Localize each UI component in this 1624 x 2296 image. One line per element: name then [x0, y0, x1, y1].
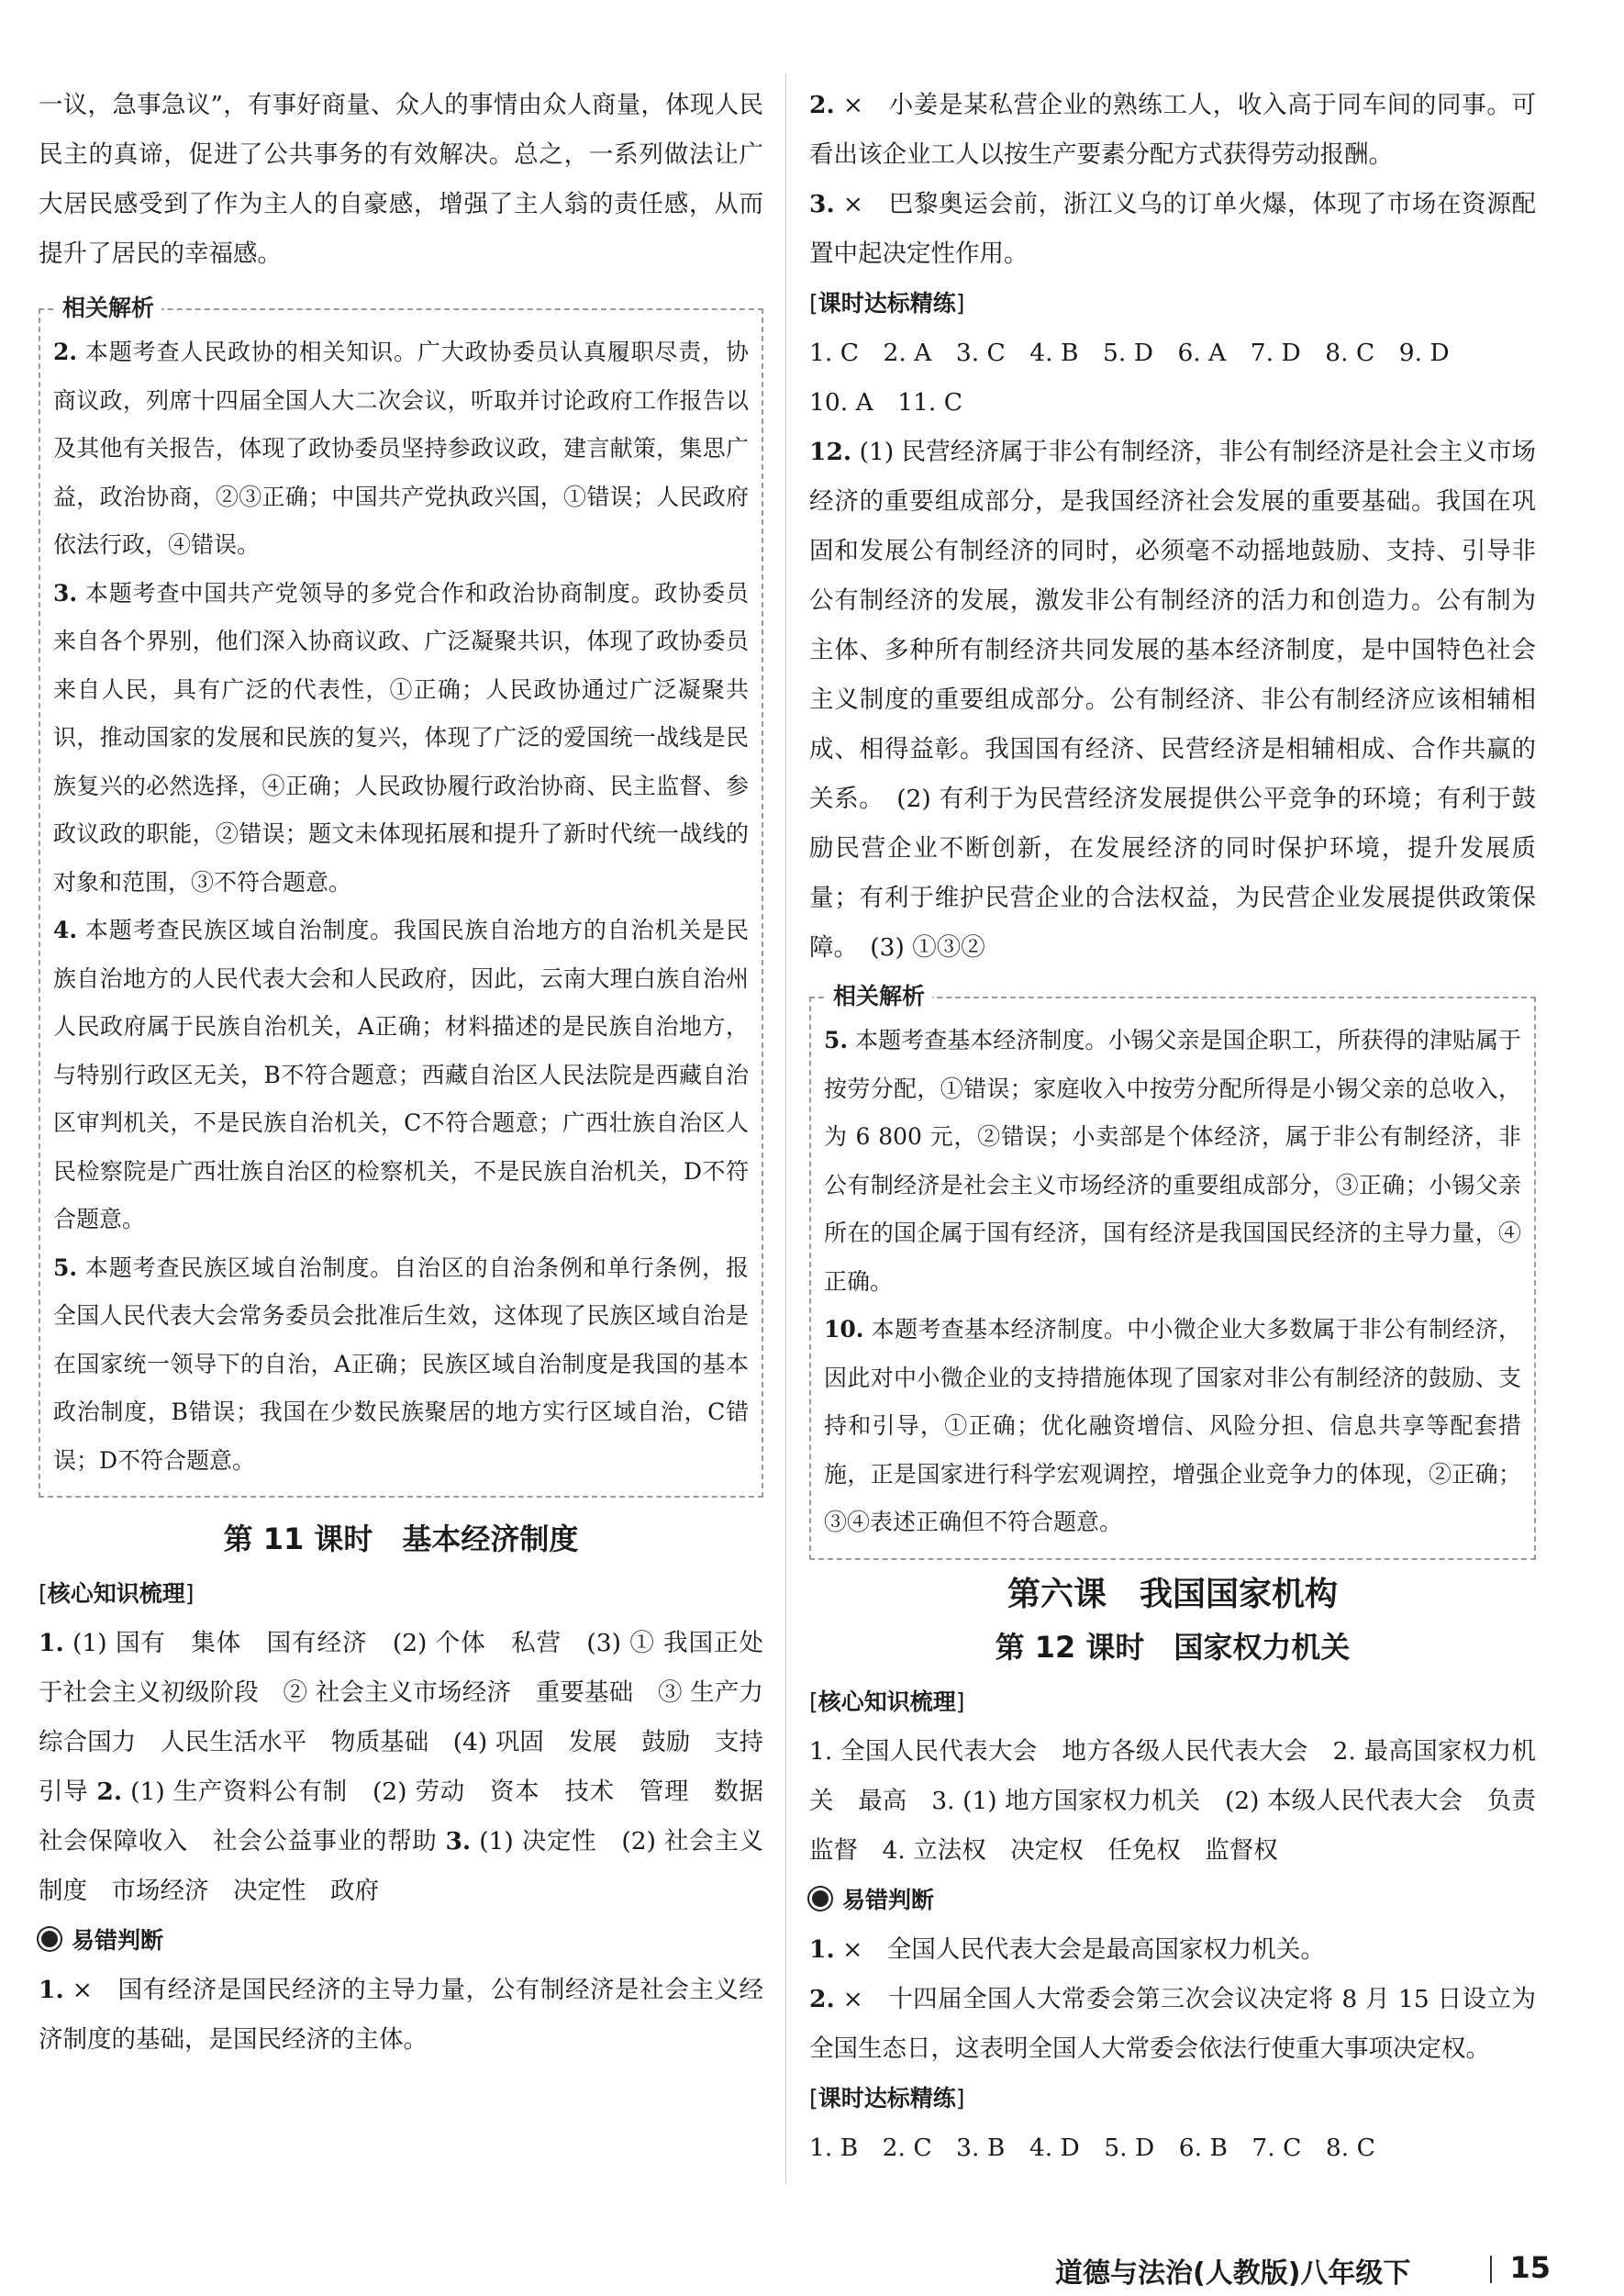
- page-number: 15: [1509, 2250, 1551, 2285]
- mistake-judgement-label: 易错判断: [39, 1916, 763, 1966]
- analysis-box-title: 相关解析: [826, 982, 932, 1011]
- mistake-item: 1. × 国有经济是国民经济的主导力量，公有制经济是社会主义经济制度的基础，是国民经济的主体。: [39, 1976, 763, 2054]
- core-knowledge-label: [核心知识梳理]: [39, 1580, 195, 1607]
- analysis-item: 2. 本题考查人民政协的相关知识。广大政协委员认真履职尽责，协商议政，列席十四届全国人大二次会议，听取并讨论政府工作报告以及其他有关报告，体现了政协委员坚持参政议政，建言献策，集思广益，政治协商，②③正确；中国共产党执政兴国，①错误；人民政府依法行政，④错误。: [53, 339, 749, 558]
- practice-label: [课时达标精练]: [809, 290, 965, 317]
- question-12-answer: 12. (1) 民营经济属于非公有制经济，非公有制经济是社会主义市场经济的重要组成部分，是我国经济社会发展的重要基础。我国在巩固和发展公有制经济的同时，必须毫不动摇地鼓励、支持、引导非公有制经济的发展，激发非公有制经济的活力和创造力。公有制为主体、多种所有制经济共同发展的基本经济制度，是中国特色社会主义制度的重要组成部分。公有制经济、非公有制经济应该相辅相成、相得益彰。我国国有经济、民营经济是相辅相成、合作共赢的关系。 (2) 有利于为民营经济发展提供公平竞争的环境；有利于鼓励民营企业不断创新，在发展经济的同时保护环境，提升发展质量；有利于维护民营企业的合法权益，为民营企业发展提供政策保障。 (3) ①③②: [809, 438, 1536, 962]
- lesson-12-title: 第 12 课时 国家权力机关: [995, 1629, 1351, 1665]
- footer-separator: [1490, 2256, 1492, 2283]
- lesson-11-title: 第 11 课时 基本经济制度: [223, 1521, 579, 1556]
- analysis-item: 10. 本题考查基本经济制度。中小微企业大多数属于非公有制经济，因此对中小微企业的支持措施体现了国家对非公有制经济的鼓励、支持和引导，①正确；优化融资增信、风险分担、信息共享等配套措施，正是国家进行科学宏观调控，增强企业竞争力的体现，②正确；③④表述正确但不符合题意。: [824, 1316, 1521, 1535]
- page-footer: [1055, 2250, 1587, 2290]
- bullet-icon: [809, 1888, 831, 1910]
- right-column: [809, 81, 1561, 2173]
- book-title: 道德与法治(人教版)八年级下: [1055, 2257, 1411, 2290]
- analysis-item: 5. 本题考查基本经济制度。小锡父亲是国企职工，所获得的津贴属于按劳分配，①错误；家庭收入中按劳分配所得是小锡父亲的总收入，为 6 800 元，②错误；小卖部是个体经济，属于非公有制经济，非公有制经济是社会主义市场经济的重要组成部分，③正确；小锡父亲所在的国企属于国有经济，国有经济是我国国民经济的主导力量，④正确。: [824, 1027, 1521, 1295]
- core-knowledge-12: 1. 全国人民代表大会 地方各级人民代表大会 2. 最高国家权力机关 最高 3. (1) 地方国家权力机关 (2) 本级人民代表大会 负责 监督 4. 立法权 决定权 任免权 监督权: [809, 1736, 1561, 1865]
- analysis-item: 5. 本题考查民族区域自治制度。自治区的自治条例和单行条例，报全国人民代表大会常务委员会批准后生效，这体现了民族区域自治是在国家统一领导下的自治，A正确；民族区域自治制度是我国的基本政治制度，B错误；我国在少数民族聚居的地方实行区域自治，C错误；D不符合题意。: [53, 1254, 749, 1474]
- practice-label: [课时达标精练]: [809, 2084, 965, 2112]
- mistake-judgement-label: 易错判断: [809, 1876, 1536, 1925]
- core-knowledge-label: [核心知识梳理]: [809, 1688, 965, 1715]
- answer-key-line: 1. C 2. A 3. C 4. B 5. D 6. A 7. D 8. C 9. D: [809, 339, 1450, 367]
- answer-key-line: 10. A 11. C: [809, 388, 963, 417]
- left-column: [39, 81, 788, 2065]
- analysis-item: 4. 本题考查民族区域自治制度。我国民族自治地方的自治机关是民族自治地方的人民代表大会和人民政府，因此，云南大理白族自治州人民政府属于民族自治机关，A正确；材料描述的是民族自治地方，与特别行政区无关，B不符合题意；西藏自治区人民法院是西藏自治区审判机关，不是民族自治机关，C不符合题意；广西壮族自治区人民检察院是广西壮族自治区的检察机关，不是民族自治机关，D不符合题意。: [53, 917, 749, 1232]
- mistake-item: 2. × 十四届全国人大常委会第三次会议决定将 8 月 15 日设立为全国生态日，这表明全国人大常委会依法行使重大事项决定权。: [809, 1984, 1536, 2063]
- analysis-box-right: [809, 983, 1536, 1560]
- mistake-item: 2. × 小姜是某私营企业的熟练工人，收入高于同车间的同事。可看出该企业工人以按生产要素分配方式获得劳动报酬。: [809, 91, 1536, 169]
- mistake-item: 1. × 全国人民代表大会是最高国家权力机关。: [809, 1934, 1325, 1964]
- analysis-item: 3. 本题考查中国共产党领导的多党合作和政治协商制度。政协委员来自各个界别，他们深入协商议政、广泛凝聚共识，体现了政协委员来自人民，具有广泛的代表性，①正确；人民政协通过广泛凝聚共识，推动国家的发展和民族的复兴，体现了广泛的爱国统一战线是民族复兴的必然选择，④正确；人民政协履行政治协商、民主监督、参政议政的职能，②错误；题文未体现拓展和提升了新时代统一战线的对象和范围，③不符合题意。: [53, 579, 749, 896]
- mistake-item: 3. × 巴黎奥运会前，浙江义乌的订单火爆，体现了市场在资源配置中起决定性作用。: [809, 190, 1536, 268]
- answer-key-line: 1. B 2. C 3. B 4. D 5. D 6. B 7. C 8. C: [809, 2133, 1375, 2162]
- intro-paragraph: 一议，急事急议”，有事好商量、众人的事情由众人商量，体现人民民主的真谛，促进了公共事务的有效解决。总之，一系列做法让广大居民感受到了作为主人的自豪感，增强了主人翁的责任感，从而提升了居民的幸福感。: [39, 91, 763, 268]
- unit-6-title: 第六课 我国国家机构: [1007, 1575, 1338, 1613]
- analysis-box-title: 相关解析: [55, 294, 161, 323]
- core-knowledge-1: 1. (1) 国有 集体 国有经济 (2) 个体 私营 (3) ① 我国正处于社会主义初级阶段 ② 社会主义市场经济 重要基础 ③ 生产力 综合国力 人民生活水平 物质基础 (4) 巩固 发展 鼓励 支持 引导 2. (1) 生产资料公有制 (2) 劳动 资本 技术 管理 数据 社会保障收入 社会公益事业的帮助 3. (1) 决定性 (2) 社会主义制度 市场经济 决定性 政府: [39, 1629, 788, 1905]
- column-divider: [785, 73, 786, 2184]
- analysis-box-left: [39, 295, 763, 1498]
- bullet-icon: [39, 1928, 61, 1950]
